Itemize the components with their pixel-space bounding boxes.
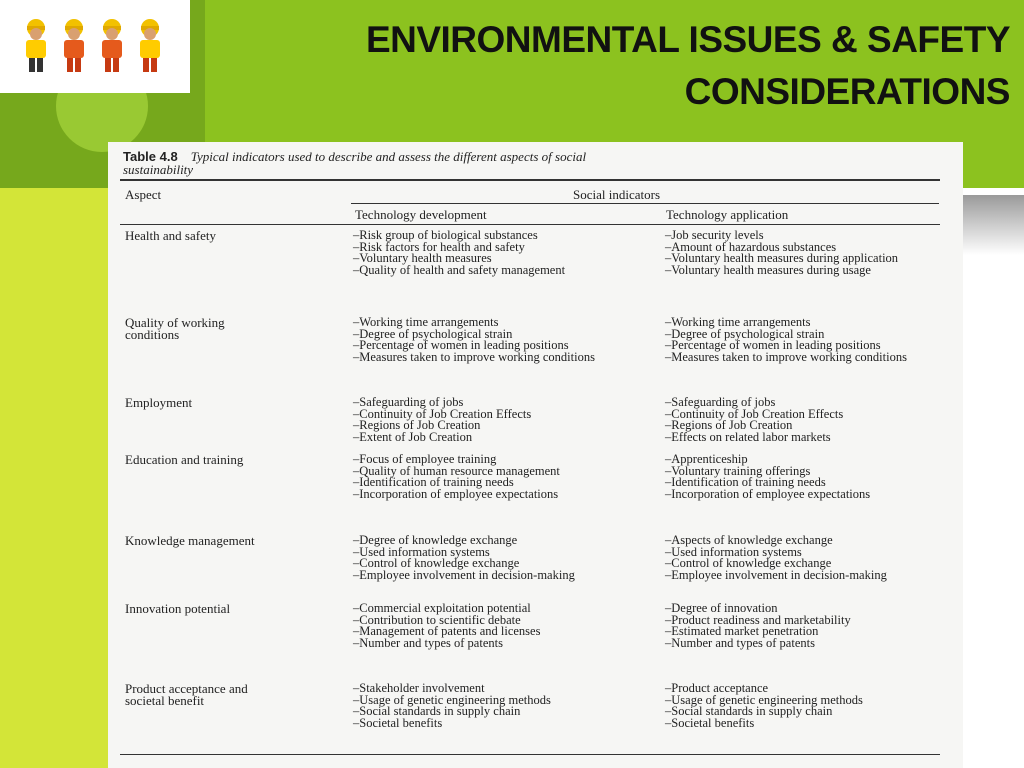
indicator-item: –Measures taken to improve working conditions — [353, 349, 595, 364]
table-scan — [108, 142, 963, 768]
dev-indicators — [353, 397, 633, 443]
indicator-item: –Degree of knowledge exchange — [353, 533, 518, 547]
aspect-label: Innovation potential — [125, 601, 231, 616]
indicator-item: –Risk group of biological substances — [353, 228, 538, 242]
indicator-item: –Regions of Job Creation — [353, 418, 481, 432]
indicator-item: –Continuity of Job Creation Effects — [353, 406, 532, 421]
indicator-item: –Identification of training needs — [665, 475, 826, 489]
indicator-item: –Percentage of women in leading positions — [665, 338, 881, 352]
aspect-label: Health and safety — [125, 228, 216, 243]
dev-indicators — [353, 535, 633, 581]
indicator-item: –Employee involvement in decision-making — [665, 567, 887, 582]
aspect-label: Employment — [125, 395, 193, 410]
decorative-grey-strip — [963, 195, 1024, 255]
indicator-item: –Social standards in supply chain — [665, 704, 833, 718]
app-indicators — [665, 683, 950, 729]
construction-workers-icon — [14, 14, 174, 78]
indicator-item: –Continuity of Job Creation Effects — [665, 406, 844, 421]
indicator-item: –Used information systems — [353, 544, 490, 559]
dev-indicators — [353, 454, 633, 500]
indicator-item: –Societal benefits — [665, 715, 755, 730]
indicator-item: –Apprenticeship — [665, 452, 748, 466]
dev-indicators — [353, 603, 633, 649]
indicator-item: –Degree of innovation — [665, 601, 778, 615]
indicator-item: –Risk factors for health and safety — [353, 239, 525, 254]
header-app: Technology application — [666, 207, 789, 222]
indicator-item: –Societal benefits — [353, 715, 443, 730]
slide-title — [310, 14, 1010, 118]
indicator-item: –Safeguarding of jobs — [665, 395, 776, 409]
app-indicators — [665, 230, 950, 276]
indicator-item: –Used information systems — [665, 544, 802, 559]
app-indicators — [665, 535, 950, 581]
indicator-item: –Quality of human resource management — [353, 463, 560, 478]
indicator-item: –Usage of genetic engineering methods — [353, 692, 551, 707]
indicator-item: –Usage of genetic engineering methods — [665, 692, 863, 707]
slide-title-line1: ENVIRONMENTAL ISSUES & SAFETY — [365, 19, 1010, 60]
header-dev: Technology development — [355, 207, 487, 222]
dev-indicators — [353, 317, 633, 363]
indicator-item: –Stakeholder involvement — [353, 681, 485, 695]
slide-title-line2: CONSIDERATIONS — [684, 71, 1010, 112]
indicator-item: –Quality of health and safety management — [353, 262, 566, 277]
indicator-item: –Working time arrangements — [353, 315, 499, 329]
indicator-item: –Voluntary health measures — [353, 251, 492, 265]
aspect-label: Product acceptance and societal benefit — [125, 681, 248, 708]
header-aspect: Aspect — [125, 187, 162, 202]
app-indicators — [665, 454, 950, 500]
indicator-item: –Social standards in supply chain — [353, 704, 521, 718]
indicator-item: –Management of patents and licenses — [353, 624, 541, 638]
indicator-item: –Working time arrangements — [665, 315, 811, 329]
table-caption — [123, 150, 586, 176]
app-indicators — [665, 317, 950, 363]
caption-line1: Typical indicators used to describe and assess the different aspects of social — [190, 149, 587, 164]
indicator-item: –Control of knowledge exchange — [353, 556, 520, 570]
indicator-item: –Incorporation of employee expectations — [353, 486, 559, 501]
indicator-item: –Job security levels — [665, 228, 764, 242]
indicator-item: –Regions of Job Creation — [665, 418, 793, 432]
indicator-item: –Number and types of patents — [665, 635, 815, 650]
table-rule-bottom — [120, 754, 940, 755]
indicator-item: –Extent of Job Creation — [353, 429, 473, 444]
aspect-label: Knowledge management — [125, 533, 255, 548]
caption-line2: sustainability — [123, 162, 194, 177]
indicator-item: –Product acceptance — [665, 681, 769, 695]
indicator-item: –Effects on related labor markets — [665, 429, 831, 444]
indicator-item: –Voluntary health measures during usage — [665, 262, 871, 277]
table-rule-social — [351, 203, 939, 204]
dev-indicators — [353, 683, 633, 729]
indicator-item: –Measures taken to improve working conditions — [665, 349, 907, 364]
indicator-item: –Estimated market penetration — [665, 624, 819, 638]
indicator-item: –Incorporation of employee expectations — [665, 486, 871, 501]
table-rule-header — [120, 224, 940, 225]
indicator-item: –Aspects of knowledge exchange — [665, 533, 833, 547]
indicator-item: –Contribution to scientific debate — [353, 612, 521, 627]
app-indicators — [665, 603, 950, 649]
indicator-item: –Control of knowledge exchange — [665, 556, 832, 570]
indicator-item: –Degree of psychological strain — [665, 326, 825, 341]
table-rule-top — [120, 179, 940, 181]
indicator-item: –Identification of training needs — [353, 475, 514, 489]
indicator-item: –Number and types of patents — [353, 635, 503, 650]
indicator-item: –Degree of psychological strain — [353, 326, 513, 341]
indicator-item: –Voluntary training offerings — [665, 463, 811, 478]
app-indicators — [665, 397, 950, 443]
indicator-item: –Safeguarding of jobs — [353, 395, 464, 409]
indicator-item: –Amount of hazardous substances — [665, 239, 837, 254]
aspect-label: Quality of working conditions — [125, 315, 225, 342]
dev-indicators — [353, 230, 633, 276]
indicator-item: –Commercial exploitation potential — [353, 601, 531, 615]
indicator-item: –Voluntary health measures during application — [665, 251, 899, 265]
side-band — [0, 188, 108, 768]
table-label: Table 4.8 — [123, 149, 178, 164]
indicator-item: –Percentage of women in leading positions — [353, 338, 569, 352]
indicator-item: –Product readiness and marketability — [665, 612, 851, 627]
aspect-label: Education and training — [125, 452, 244, 467]
indicator-item: –Focus of employee training — [353, 452, 497, 466]
workers-logo — [0, 0, 190, 93]
header-social: Social indicators — [573, 187, 661, 202]
indicator-item: –Employee involvement in decision-making — [353, 567, 575, 582]
